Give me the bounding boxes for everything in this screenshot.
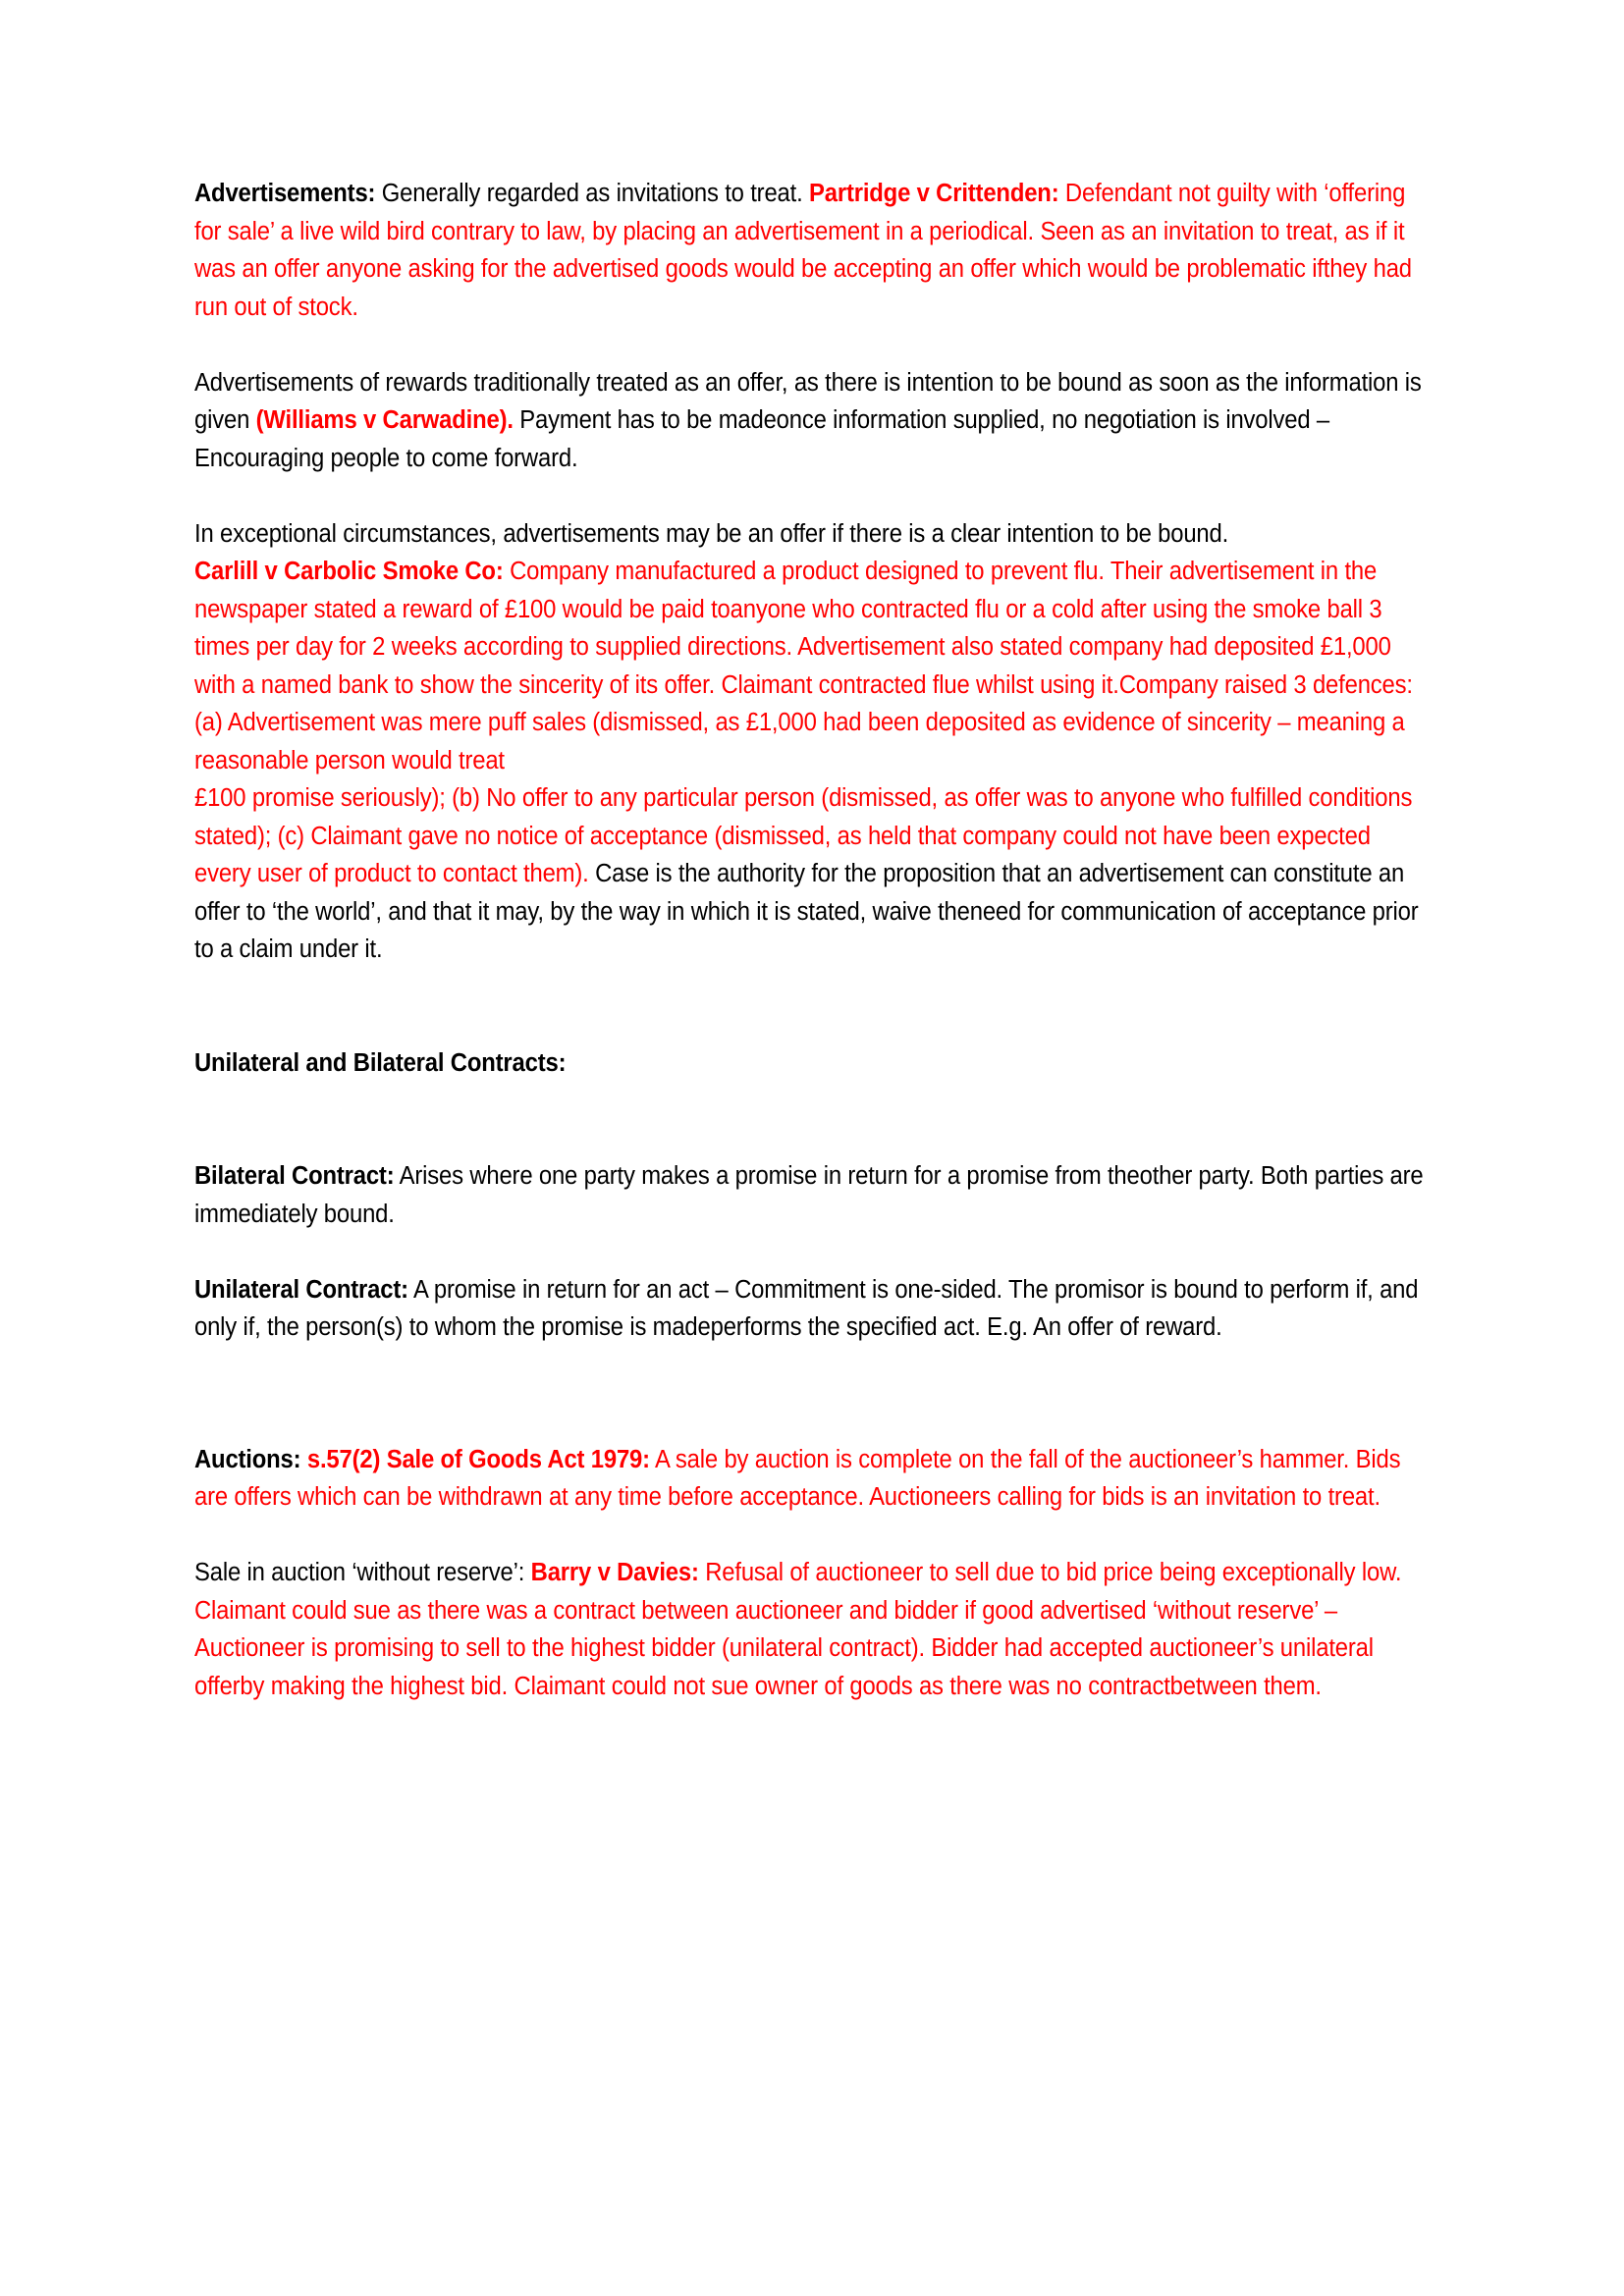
case-carlill-v-carbolic-smoke-co: Carlill v Carbolic Smoke Co:: [194, 558, 504, 585]
bilateral-contract-label: Bilateral Contract:: [194, 1162, 395, 1190]
paragraph-without-reserve: [194, 1554, 1424, 1705]
case-barry-v-davies: Barry v Davies:: [530, 1559, 699, 1586]
bilateral-contract-body: Arises where one party makes a promise in return for a promise from theother party. Both parties are immediately bound.: [194, 1162, 1424, 1228]
paragraph-carlill: [194, 515, 1424, 969]
paragraph-unilateral-contract: [194, 1271, 1424, 1347]
document-body: [194, 175, 1424, 1705]
heading-unilateral-and-bilateral-contracts: Unilateral and Bilateral Contracts:: [194, 1048, 567, 1077]
case-partridge-v-crittenden: Partridge v Crittenden:: [809, 180, 1059, 207]
auctions-label: Auctions:: [194, 1445, 301, 1473]
rewards-text-part2: Payment has to be madeonce information supplied, no negotiation is involved – Encouraging people to come forward.: [194, 406, 1330, 472]
advertisements-label: Advertisements:: [194, 180, 376, 207]
without-reserve-intro-text: Sale in auction ‘without reserve’:: [194, 1559, 531, 1586]
spacer: [194, 969, 1424, 1044]
carlill-intro-text: In exceptional circumstances, advertisements may be an offer if there is a clear intention to be bound.: [194, 519, 1229, 548]
rewards-text-part1: Advertisements of rewards traditionally treated as an offer, as there is intention to be bound as soon as the information is given: [194, 368, 1422, 434]
auctions-red-body: A sale by auction is complete on the fall of the auctioneer’s hammer. Bids are offers which can be withdrawn at any time before acceptance. Auctioneers calling for bids is an invitation to treat.: [194, 1445, 1401, 1511]
advertisements-red-body: Defendant not guilty with ‘offering for sale’ a live wild bird contrary to law, by placing an advertisement in a periodical. Seen as an invitation to treat, as if it was an offer anyone asking for the advertised goods would be accepting an offer which would be problematic ifthey had run out of stock.: [194, 180, 1412, 321]
without-reserve-red-body: Refusal of auctioneer to sell due to bid price being exceptionally low. Claimant could sue as there was a contract between auctioneer and bidder if good advertised ‘without reserve’ – Auctioneer is promising to sell to the highest bidder (unilateral contract). Bidder had accepted auctioneer’s unilateral offerby making the highest bid. Claimant could not sue owner of goods as there was no contractbetween them.: [194, 1559, 1402, 1700]
paragraph-rewards: [194, 364, 1424, 478]
spacer: [194, 1347, 1424, 1441]
spacer: [194, 477, 1424, 515]
case-williams-v-carwadine: (Williams v Carwadine).: [255, 406, 514, 434]
unilateral-contract-label: Unilateral Contract:: [194, 1275, 408, 1304]
spacer: [194, 1233, 1424, 1271]
carlill-red-body-second: £100 promise seriously); (b) No offer to any particular person (dismissed, as offer was to anyone who fulfilled conditions stated); (c) Claimant gave no notice of acceptance (dismissed, as held that company could not have been expected every user of product to contact them).: [194, 784, 1413, 887]
carlill-black-tail: Case is the authority for the proposition that an advertisement can constitute an offer to ‘the world’, and that it may, by the way in which it is stated, waive theneed for communication of acceptance prior to a claim under it.: [194, 860, 1419, 963]
unilateral-contract-body: A promise in return for an act – Commitment is one-sided. The promisor is bound to perform if, and only if, the person(s) to whom the promise is madeperforms the specified act. E.g. An offer of reward.: [194, 1275, 1419, 1341]
spacer: [194, 326, 1424, 364]
spacer: [194, 1517, 1424, 1555]
statute-sale-of-goods-act-1979: s.57(2) Sale of Goods Act 1979:: [300, 1445, 650, 1473]
paragraph-bilateral-contract: [194, 1157, 1424, 1233]
carlill-red-body-first: Company manufactured a product designed to prevent flu. Their advertisement in the newspaper stated a reward of £100 would be paid toanyone who contracted flu or a cold after using the smoke ball 3 times per day for 2 weeks according to supplied directions. Advertisement also stated company had deposited £1,000 with a named bank to show the sincerity of its offer. Claimant contracted flue whilst using it.Company raised 3 defences: (a) Advertisement was mere puff sales (dismissed, as £1,000 had been deposited as evidence of sincerity – meaning a reasonable person would treat: [194, 558, 1413, 774]
advertisements-intro-text: Generally regarded as invitations to treat.: [375, 180, 810, 207]
paragraph-auctions: [194, 1441, 1424, 1517]
paragraph-advertisements: [194, 175, 1424, 326]
spacer: [194, 1082, 1424, 1157]
